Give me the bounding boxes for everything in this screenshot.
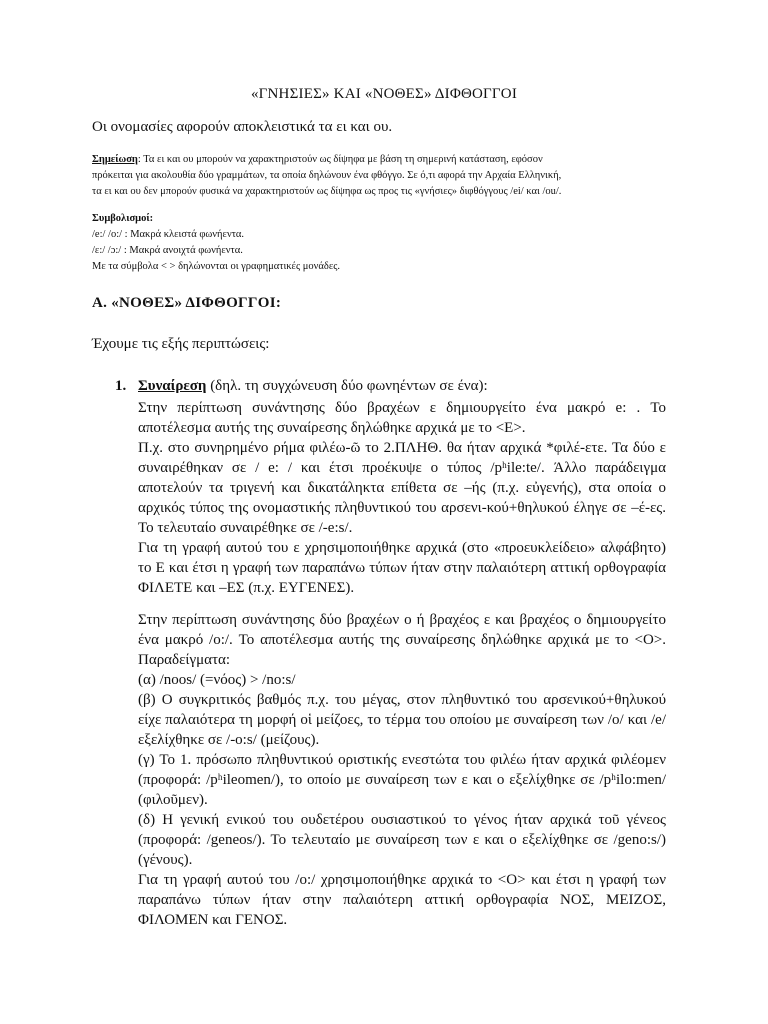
list-number: 1. xyxy=(115,378,127,394)
paragraph: Π.χ. στο συνηρημένο ρήμα φιλέω-ῶ το 2.ΠΛΗΘ. θα ήταν αρχικά *φιλέ-ετε. Τα δύο ε συναιρέθηκαν σε / e: / και έτσι προέκυψε ο τύπος /pʰile:te/. Άλλο παράδειγμα αποτελούν τα τριγενή και δικατάληκτα επίθετα σε –ής (π.χ. εὐγενής), στα οποία ο αρχικός τύπος της ονομαστικής πληθυντικού του αρσενι-κού+θηλυκού έληγε σε –έ-ες. Το τελευταίο συναιρέθηκε σε /-e:s/. xyxy=(138,440,666,536)
symbol-line: /e:/ /o:/ : Μακρά κλειστά φωνήεντα. xyxy=(92,229,245,240)
note-line-3: τα ει και ου δεν μπορούν φυσικά να χαρακτηριστούν ως δίψηφα ως προς τις «γνήσιες» διφθόγγους /ei/ και /ou/. xyxy=(92,186,562,197)
paragraph: Στην περίπτωση συνάντησης δύο βραχέων ο ή βραχέος ε και βραχέος ο δημιουργείτο ένα μακρό /o:/. Το αποτέλεσμα αυτής της συναίρεσης δηλώθηκε αρχικά με το <Ο>. Παραδείγματα: xyxy=(138,612,666,668)
closing-paragraph: Για τη γραφή αυτού του /o:/ χρησιμοποιήθηκε αρχικά το <Ο> και έτσι η γραφή των παραπάνω τύπων ήταν στην παλαιότερη αττική ορθογραφία ΝΟΣ, ΜΕΙΖΟΣ, ΦΙΛΟΜΕΝ και ΓΕΝΟΣ. xyxy=(138,872,666,928)
example-a: (α) /noos/ (=νόος) > /no:s/ xyxy=(138,672,296,688)
list-item-title xyxy=(138,378,488,395)
term-definition: (δηλ. τη συγχώνευση δύο φωνηέντων σε ένα): xyxy=(206,378,488,394)
note-line-2: πρόκειται για ακολουθία δύο γραμμάτων, τα οποία δηλώνουν ένα φθόγγο. Σε ό,τι αφορά την Αρχαία Ελληνική, xyxy=(92,170,562,181)
page-title: «ΓΝΗΣΙΕΣ» ΚΑΙ «ΝΟΘΕΣ» ΔΙΦΘΟΓΓΟΙ xyxy=(250,86,518,102)
note-text-1: : Τα ει και ου μπορούν να χαρακτηριστούν ως δίψηφα με βάση τη σημερινή κατάσταση, εφόσον xyxy=(137,154,543,165)
paragraph: Στην περίπτωση συνάντησης δύο βραχέων ε δημιουργείτο ένα μακρό e: . Το αποτέλεσμα αυτής της συναίρεσης δηλώθηκε αρχικά με το <Ε>. xyxy=(138,400,666,436)
example-d: (δ) Η γενική ενικού του ουδετέρου ουσιαστικού το γένος ήταν αρχικά τοῦ γένεος (προφορά: /geneos/). Το τελευταίο με συναίρεση των ε και ο εξελίχθηκε σε /geno:s/) (γένους). xyxy=(138,812,666,868)
contraction-o-block xyxy=(138,610,666,870)
section-heading-a: Α. «ΝΟΘΕΣ» ΔΙΦΘΟΓΓΟΙ: xyxy=(92,295,282,311)
symbols-heading: Συμβολισμοί: xyxy=(92,213,154,224)
term-synairesi: Συναίρεση xyxy=(138,378,207,394)
symbol-line: /ε:/ /ɔ:/ : Μακρά ανοιχτά φωνήεντα. xyxy=(92,245,243,256)
symbol-line: Με τα σύμβολα < > δηλώνονται οι γραφηματικές μονάδες. xyxy=(92,261,341,272)
cases-intro: Έχουμε τις εξής περιπτώσεις: xyxy=(92,336,270,352)
note-paragraph xyxy=(92,152,682,200)
paragraph: Για τη γραφή αυτού του ε χρησιμοποιήθηκε αρχικά (στο «προευκλείδειο» αλφάβητο) το Ε και έτσι η γραφή των παραπάνω τύπων ήταν στην παλαιότερη αττική ορθογραφία ΦΙΛΕΤΕ και –ΕΣ (π.χ. ΕΥΓΕΝΕΣ). xyxy=(138,540,666,596)
note-label: Σημείωση xyxy=(92,154,138,165)
intro-paragraph: Οι ονομασίες αφορούν αποκλειστικά τα ει και ου. xyxy=(92,119,393,135)
example-c: (γ) Το 1. πρόσωπο πληθυντικού οριστικής ενεστώτα του φιλέω ήταν αρχικά φιλέομεν (προφορά: /pʰileomen/), το οποίο με συναίρεση των ε και ο εξελίχθηκε σε /pʰilo:men/ (φιλοῦμεν). xyxy=(138,752,666,808)
symbols-block xyxy=(92,211,682,275)
contraction-e-block xyxy=(138,398,666,598)
note-line-1 xyxy=(92,152,682,168)
example-b: (β) Ο συγκριτικός βαθμός π.χ. του μέγας, στον πληθυντικό του αρσενικού+θηλυκού είχε παλαιότερα τη μορφή οἱ μείζοες, το τέρμα του οποίου με συναίρεση των /o/ και /e/ εξελίχθηκε σε /-o:s/ (μείζους). xyxy=(138,692,666,748)
